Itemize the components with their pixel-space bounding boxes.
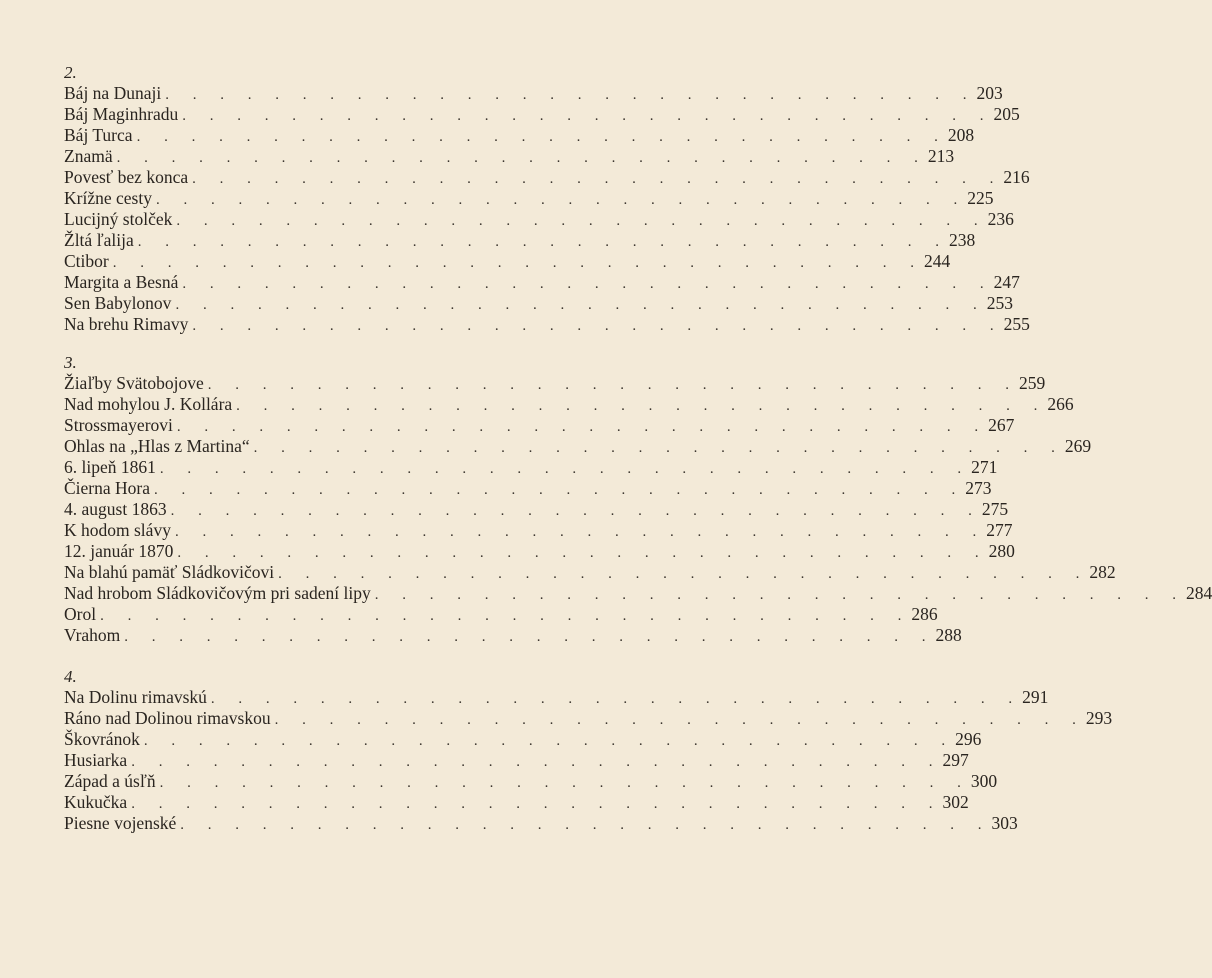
dot-leader: . . . . . . . . . . . . . . . . . . . . . . . . . . . . . . xyxy=(176,419,989,435)
toc-entry xyxy=(64,520,1013,541)
toc-entry xyxy=(64,499,1009,520)
entry-page-number: 225 xyxy=(967,188,994,208)
entry-page-number: 280 xyxy=(988,541,1015,561)
toc-entry xyxy=(64,792,969,813)
entry-page-number: 275 xyxy=(981,499,1009,519)
entry-title: Na brehu Rimavy xyxy=(64,314,189,334)
toc-entry xyxy=(64,394,1074,415)
entry-page-number: 286 xyxy=(911,604,938,624)
entry-title: Západ a úsľň xyxy=(64,771,156,791)
toc-entry xyxy=(64,251,951,272)
dot-leader: . . . . . . . . . . . . . . . . . . . . . . . . . . . . . . xyxy=(177,545,989,561)
dot-leader: . . . . . . . . . . . . . . . . . . . . . . . . . . . . . . xyxy=(116,150,928,166)
toc-entry xyxy=(64,167,1030,188)
toc-entry xyxy=(64,83,1003,104)
toc-entry xyxy=(64,478,992,499)
toc-entry xyxy=(64,415,1015,436)
entry-page-number: 297 xyxy=(942,750,969,770)
toc-entry xyxy=(64,750,969,771)
section-number: 4. xyxy=(64,667,77,686)
entry-page-number: 213 xyxy=(927,146,955,166)
entry-title: Krížne cesty xyxy=(64,188,152,208)
entry-title: Lucijný stolček xyxy=(64,209,173,229)
section-number: 2. xyxy=(64,63,77,82)
entry-title: Znamä xyxy=(64,146,113,166)
entry-title: Kukučka xyxy=(64,792,128,812)
entry-title: Orol xyxy=(64,604,97,624)
dot-leader: . . . . . . . . . . . . . . . . . . . . . . . . . . . . . . xyxy=(100,608,912,624)
toc-section xyxy=(64,352,1212,646)
entry-title: Margita a Besná xyxy=(64,272,179,292)
dot-leader: . . . . . . . . . . . . . . . . . . . . . . . . . . . . . . xyxy=(154,482,966,498)
entry-page-number: 291 xyxy=(1022,687,1049,707)
entry-title: 12. január 1870 xyxy=(64,541,174,561)
dot-leader: . . . . . . . . . . . . . . . . . . . . . . . . . . . . . . xyxy=(136,129,948,145)
dot-leader: . . . . . . . . . . . . . . . . . . . . . . . . . . . . . . xyxy=(143,733,956,749)
entry-title: Strossmayerovi xyxy=(64,415,173,435)
entry-page-number: 255 xyxy=(1003,314,1030,334)
toc-section xyxy=(64,62,1030,335)
toc-entry xyxy=(64,146,955,167)
dot-leader: . . . . . . . . . . . . . . . . . . . . . . . . . . . . . . xyxy=(192,171,1004,187)
toc-entry xyxy=(64,583,1212,604)
toc-entry xyxy=(64,272,1020,293)
toc-entry xyxy=(64,293,1013,314)
entry-page-number: 296 xyxy=(955,729,982,749)
dot-leader: . . . . . . . . . . . . . . . . . . . . . . . . . . . . . . xyxy=(180,817,992,833)
entry-title: Ráno nad Dolinou rimavskou xyxy=(64,708,271,728)
entry-page-number: 282 xyxy=(1089,562,1116,582)
entry-title: 6. lipeň 1861 xyxy=(64,457,156,477)
entry-page-number: 244 xyxy=(923,251,951,271)
toc-entry xyxy=(64,314,1030,335)
entry-title: Nad hrobom Sládkovičovým pri sadení lipy xyxy=(64,583,371,603)
entry-page-number: 267 xyxy=(988,415,1015,435)
entry-page-number: 300 xyxy=(970,771,998,791)
dot-leader: . . . . . . . . . . . . . . . . . . . . . . . . . . . . . . xyxy=(278,566,1090,582)
dot-leader: . . . . . . . . . . . . . . . . . . . . . . . . . . . . . . xyxy=(207,377,1020,393)
dot-leader: . . . . . . . . . . . . . . . . . . . . . . . . . . . . . . xyxy=(182,108,994,124)
toc-entry xyxy=(64,541,1015,562)
dot-leader: . . . . . . . . . . . . . . . . . . . . . . . . . . . . . . xyxy=(182,276,994,292)
entry-page-number: 208 xyxy=(947,125,975,145)
dot-leader: . . . . . . . . . . . . . . . . . . . . . . . . . . . . . . xyxy=(159,775,971,791)
entry-title: Čierna Hora xyxy=(64,478,151,498)
dot-leader: . . . . . . . . . . . . . . . . . . . . . . . . . . . . . . xyxy=(131,796,943,812)
entry-title: Báj na Dunaji xyxy=(64,83,162,103)
dot-leader: . . . . . . . . . . . . . . . . . . . . . . . . . . . . . . xyxy=(170,503,982,519)
toc-entry xyxy=(64,729,982,750)
toc-entry xyxy=(64,771,998,792)
entry-title: 4. august 1863 xyxy=(64,499,167,519)
entry-page-number: 269 xyxy=(1064,436,1092,456)
dot-leader: . . . . . . . . . . . . . . . . . . . . . . . . . . . . . . xyxy=(112,255,924,271)
dot-leader: . . . . . . . . . . . . . . . . . . . . . . . . . . . . . . xyxy=(155,192,968,208)
dot-leader: . . . . . . . . . . . . . . . . . . . . . . . . . . . . . . xyxy=(165,87,977,103)
entry-page-number: 216 xyxy=(1003,167,1030,187)
dot-leader: . . . . . . . . . . . . . . . . . . . . . . . . . . . . . . xyxy=(131,754,943,770)
toc-entry xyxy=(64,687,1049,708)
entry-page-number: 203 xyxy=(976,83,1003,103)
dot-leader: . . . . . . . . . . . . . . . . . . . . . . . . . . . . . . xyxy=(175,297,987,313)
entry-title: Husiarka xyxy=(64,750,128,770)
entry-page-number: 302 xyxy=(942,792,969,812)
entry-title: Žltá ľalija xyxy=(64,230,134,250)
entry-title: Povesť bez konca xyxy=(64,167,189,187)
entry-page-number: 288 xyxy=(935,625,962,645)
entry-page-number: 271 xyxy=(971,457,998,477)
entry-title: Na blahú pamäť Sládkovičovi xyxy=(64,562,275,582)
toc-entry xyxy=(64,813,1018,834)
entry-title: Ohlas na „Hlas z Martina“ xyxy=(64,436,250,456)
entry-title: Na Dolinu rimavskú xyxy=(64,687,207,707)
dot-leader: . . . . . . . . . . . . . . . . . . . . . . . . . . . . . . xyxy=(159,461,972,477)
entry-page-number: 259 xyxy=(1019,373,1046,393)
toc-entry xyxy=(64,625,962,646)
entry-page-number: 293 xyxy=(1085,708,1113,728)
entry-title: Piesne vojenské xyxy=(64,813,177,833)
toc-entry xyxy=(64,436,1092,457)
toc-entry xyxy=(64,457,998,478)
entry-title: Žiaľby Svätobojove xyxy=(64,373,204,393)
dot-leader: . . . . . . . . . . . . . . . . . . . . . . . . . . . . . . xyxy=(236,398,1048,414)
dot-leader: . . . . . . . . . . . . . . . . . . . . . . . . . . . . . . xyxy=(253,440,1065,456)
entry-title: K hodom slávy xyxy=(64,520,171,540)
dot-leader: . . . . . . . . . . . . . . . . . . . . . . . . . . . . . . xyxy=(374,587,1186,603)
entry-page-number: 284 xyxy=(1185,583,1212,603)
entry-title: Sen Babylonov xyxy=(64,293,172,313)
entry-page-number: 238 xyxy=(949,230,976,250)
section-number: 3. xyxy=(64,353,77,372)
toc-entry xyxy=(64,562,1116,583)
entry-page-number: 266 xyxy=(1047,394,1074,414)
dot-leader: . . . . . . . . . . . . . . . . . . . . . . . . . . . . . . xyxy=(274,712,1086,728)
entry-title: Báj Turca xyxy=(64,125,133,145)
toc-entry xyxy=(64,188,994,209)
entry-page-number: 205 xyxy=(993,104,1020,124)
entry-page-number: 277 xyxy=(986,520,1013,540)
dot-leader: . . . . . . . . . . . . . . . . . . . . . . . . . . . . . . xyxy=(174,524,987,540)
entry-title: Škovránok xyxy=(64,729,140,749)
entry-page-number: 303 xyxy=(991,813,1018,833)
toc-entry xyxy=(64,230,976,251)
entry-title: Vrahom xyxy=(64,625,121,645)
entry-title: Ctibor xyxy=(64,251,109,271)
entry-title: Báj Maginhradu xyxy=(64,104,179,124)
entry-page-number: 236 xyxy=(987,209,1014,229)
toc-entry xyxy=(64,708,1113,729)
toc-entry xyxy=(64,104,1020,125)
dot-leader: . . . . . . . . . . . . . . . . . . . . . . . . . . . . . . xyxy=(176,213,988,229)
toc-entry xyxy=(64,125,975,146)
dot-leader: . . . . . . . . . . . . . . . . . . . . . . . . . . . . . . xyxy=(210,691,1023,707)
toc-entry xyxy=(64,209,1014,230)
toc-entry xyxy=(64,604,938,625)
entry-page-number: 253 xyxy=(986,293,1013,313)
entry-title: Nad mohylou J. Kollára xyxy=(64,394,233,414)
toc-section xyxy=(64,666,1113,834)
dot-leader: . . . . . . . . . . . . . . . . . . . . . . . . . . . . . . xyxy=(124,629,936,645)
toc-entry xyxy=(64,373,1046,394)
dot-leader: . . . . . . . . . . . . . . . . . . . . . . . . . . . . . . xyxy=(192,318,1004,334)
dot-leader: . . . . . . . . . . . . . . . . . . . . . . . . . . . . . . xyxy=(137,234,950,250)
entry-page-number: 273 xyxy=(965,478,992,498)
entry-page-number: 247 xyxy=(993,272,1020,292)
